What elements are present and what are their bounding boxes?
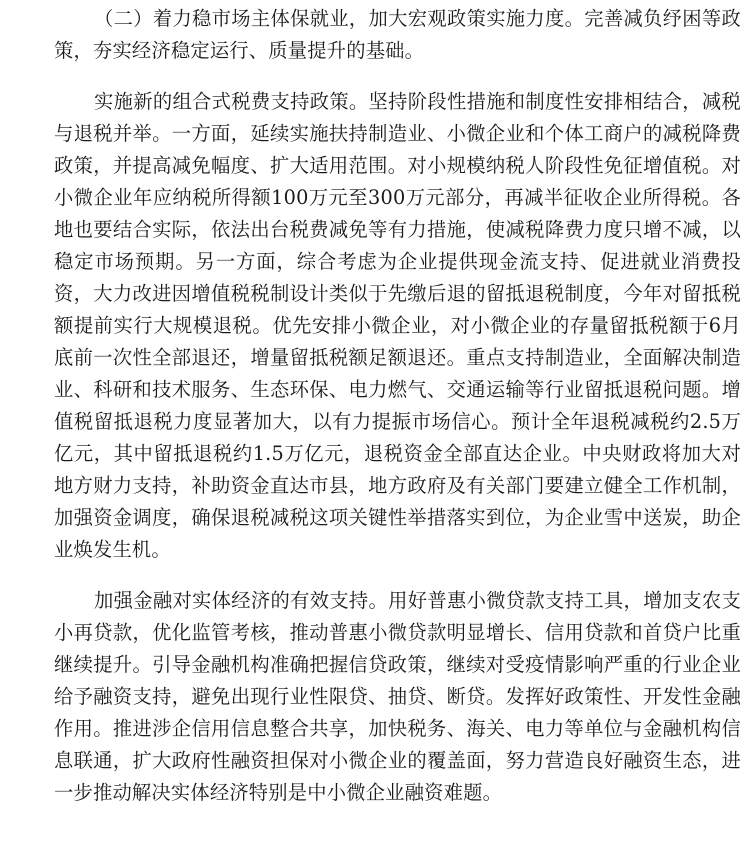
financial-support-paragraph: 加强金融对实体经济的有效支持。用好普惠小微贷款支持工具，增加支农支小再贷款，优化监管考核，推动普惠小微贷款明显增长、信用贷款和首贷户比重继续提升。引导金融机构准确把握信贷政策，继续对受疫情影响严重的行业企业给予融资支持，避免出现行业性限贷、抽贷、断贷。发挥好政策性、开发性金融作用。推进涉企信用信息整合共享，加快税务、海关、电力等单位与金融机构信息联通，扩大政府性融资担保对小微企业的覆盖面，努力营造良好融资生态，进一步推动解决实体经济特别是中小微企业融资难题。 [54,589,741,804]
paragraph-gap [54,566,741,585]
paragraph-gap [54,67,741,86]
section-heading-paragraph: （二）着力稳市场主体保就业，加大宏观政策实施力度。完善减负纾困等政策，夯实经济稳定运行、质量提升的基础。 [54,7,741,62]
tax-policy-paragraph: 实施新的组合式税费支持政策。坚持阶段性措施和制度性安排相结合，减税与退税并举。一方面，延续实施扶持制造业、小微企业和个体工商户的减税降费政策，并提高减免幅度、扩大适用范围。对小规模纳税人阶段性免征增值税。对小微企业年应纳税所得额100万元至300万元部分，再减半征收企业所得税。各地也要结合实际，依法出台税费减免等有力措施，使减税降费力度只增不减，以稳定市场预期。另一方面，综合考虑为企业提供现金流支持、促进就业消费投资，大力改进因增值税税制设计类似于先缴后退的留抵退税制度，今年对留抵税额提前实行大规模退税。优先安排小微企业，对小微企业的存量留抵税额于6月底前一次性全部退还，增量留抵税额足额退还。重点支持制造业，全面解决制造业、科研和技术服务、生态环保、电力燃气、交通运输等行业留抵退税问题。增值税留抵退税力度显著加大，以有力提振市场信心。预计全年退税减税约2.5万亿元，其中留抵退税约1.5万亿元，退税资金全部直达企业。中央财政将加大对地方财力支持，补助资金直达市县，地方政府及有关部门要建立健全工作机制，加强资金调度，确保退税减税这项关键性举措落实到位，为企业雪中送炭，助企业焕发生机。 [54,90,741,561]
